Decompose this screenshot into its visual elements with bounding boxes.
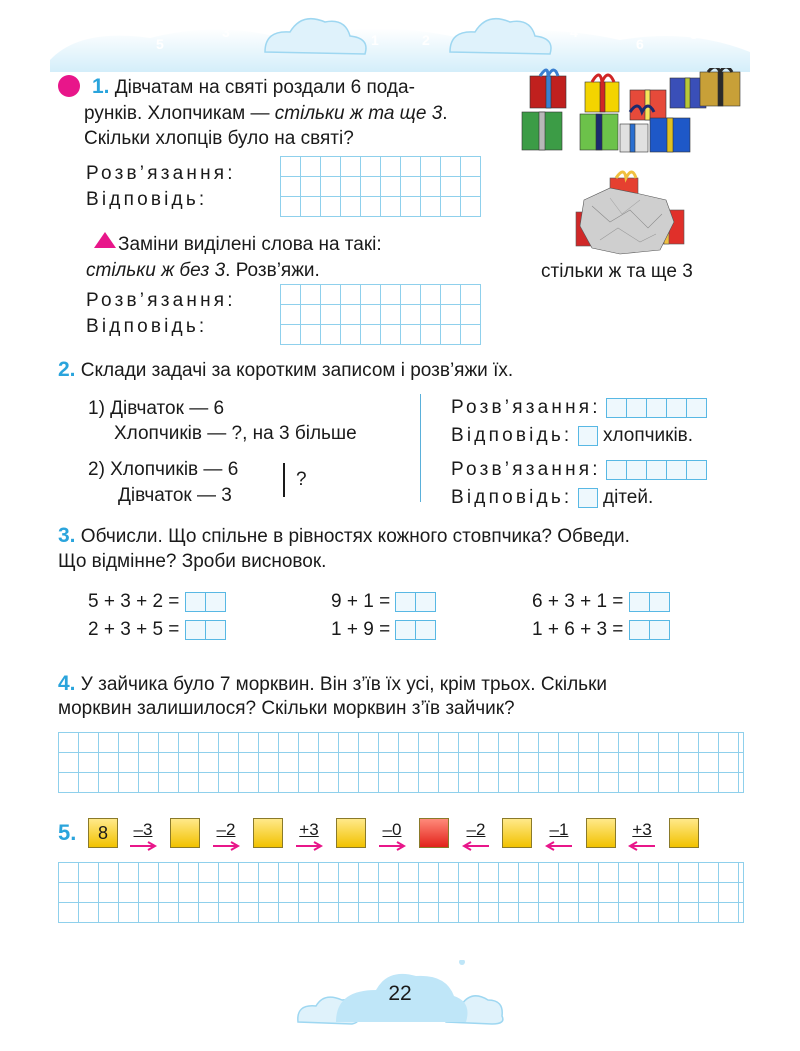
task1-line2	[84, 102, 448, 126]
operation-label: –3	[133, 820, 153, 839]
arrow-right-icon	[211, 840, 241, 852]
task1-text: .	[442, 103, 448, 124]
operation-label: –1	[549, 820, 569, 839]
task4-answer-grid[interactable]	[58, 732, 744, 793]
header-digit: 6	[636, 36, 644, 52]
task1-sub-text: . Розв’яжи.	[225, 260, 320, 281]
result-cells[interactable]	[395, 592, 436, 612]
expression-row	[532, 590, 670, 614]
arrow-left-icon	[627, 840, 657, 852]
task4-line2: морквин залишилося? Скільки морквин з’їв зайчик?	[58, 698, 515, 719]
expression-row	[88, 618, 226, 642]
expression: 5 + 3 + 2 =	[88, 591, 180, 612]
page-number: 22	[388, 982, 412, 1005]
header-digit: 3	[222, 24, 230, 40]
arrow-right-icon	[128, 840, 158, 852]
answer-box[interactable]	[578, 488, 598, 508]
header-digit: 8	[690, 26, 698, 42]
solution-label: Розв’язання:	[451, 459, 601, 480]
task1-sub-line2	[86, 259, 320, 283]
header-digit: 4	[570, 24, 578, 40]
task3-number: 3.	[58, 524, 76, 547]
expression-row	[331, 590, 436, 614]
expression: 9 + 1 =	[331, 591, 391, 612]
task2-solution-row-1	[451, 396, 707, 420]
solution-label: Розв’язання:	[451, 397, 601, 418]
task2-answer-row-2	[451, 486, 653, 510]
task1-emphasis: стільки ж та ще 3	[274, 103, 443, 124]
arrow-left-icon	[461, 840, 491, 852]
chain-box[interactable]	[253, 818, 283, 848]
wrapped-gifts-illustration	[570, 170, 690, 255]
start-number-box: 8	[88, 818, 118, 848]
answer-unit: дітей.	[602, 487, 654, 508]
result-cells[interactable]	[185, 592, 226, 612]
task1-number: 1.	[92, 75, 110, 98]
operation-label: –0	[382, 820, 402, 839]
header-digit: 7	[106, 22, 114, 38]
gifts-illustration	[520, 68, 750, 158]
operation-label: –2	[216, 820, 236, 839]
task1-sub-answer-grid[interactable]	[280, 284, 481, 345]
header-digit: 1	[371, 32, 379, 48]
task1-text: рунків. Хлопчикам —	[84, 103, 275, 124]
task5-number: 5.	[58, 820, 77, 845]
task2-divider	[420, 394, 421, 502]
expression: 6 + 3 + 1 =	[532, 591, 624, 612]
expression-row	[532, 618, 670, 642]
task2-number: 2.	[58, 358, 76, 381]
arrow-left-icon	[544, 840, 574, 852]
task1-text: Дівчатам на святі роздали 6 пода-	[114, 77, 415, 98]
task2-header	[58, 358, 513, 383]
brace	[283, 463, 289, 497]
task2-solution-row-2	[451, 458, 707, 482]
solution-label: Розв’язання:	[86, 290, 236, 311]
task1-line1	[92, 75, 415, 100]
result-cells[interactable]	[395, 620, 436, 640]
task2-text: Склади задачі за коротким записом і розв’яжи їх.	[80, 360, 514, 381]
task2-problem2-line1: 2) Хлопчиків — 6	[88, 459, 239, 480]
chain-box[interactable]	[669, 818, 699, 848]
arrow-right-icon	[377, 840, 407, 852]
operation-label: +3	[632, 820, 652, 839]
task3-line2: Що відмінне? Зроби висновок.	[58, 551, 327, 572]
answer-label: Відповідь:	[86, 189, 208, 210]
expression-row	[88, 590, 226, 614]
task2-problem1-line2: Хлопчиків — ?, на 3 більше	[114, 423, 357, 444]
expression: 2 + 3 + 5 =	[88, 619, 180, 640]
solution-cells[interactable]	[606, 460, 707, 480]
task2-problem1-line1: 1) Дівчаток — 6	[88, 398, 225, 419]
header-digit: 0	[395, 14, 403, 30]
answer-label: Відповідь:	[451, 487, 573, 508]
arrow-right-icon	[294, 840, 324, 852]
header-digit: 2	[422, 32, 430, 48]
expression: 1 + 9 =	[331, 619, 391, 640]
task2-answer-row-1	[451, 424, 693, 448]
task1-answer-grid[interactable]	[280, 156, 481, 217]
task4-line1	[58, 672, 607, 697]
header-digits	[0, 0, 800, 75]
brace-question: ?	[296, 469, 307, 490]
chain-box[interactable]	[586, 818, 616, 848]
chain-box[interactable]	[170, 818, 200, 848]
chain-box[interactable]	[336, 818, 366, 848]
task1-sub-line1: Заміни виділені слова на такі:	[118, 234, 382, 255]
operation-label: –2	[466, 820, 486, 839]
task4-text: У зайчика було 7 морквин. Він з’їв їх усі, крім трьох. Скільки	[80, 674, 607, 695]
task5-answer-grid[interactable]	[58, 862, 744, 923]
task3-line1	[58, 524, 630, 549]
header-digit: 5	[156, 36, 164, 52]
chain-box[interactable]	[502, 818, 532, 848]
result-cells[interactable]	[185, 620, 226, 640]
highlighted-chain-box[interactable]	[419, 818, 449, 848]
answer-unit: хлопчиків.	[602, 425, 694, 446]
task2-problem2-line2: Дівчаток — 3	[118, 485, 232, 506]
answer-box[interactable]	[578, 426, 598, 446]
task1-line3: Скільки хлопців було на святі?	[84, 128, 354, 149]
bullet-circle-icon	[58, 75, 80, 97]
solution-label: Розв’язання:	[86, 163, 236, 184]
answer-label: Відповідь:	[86, 316, 208, 337]
solution-cells[interactable]	[606, 398, 707, 418]
task3-text: Обчисли. Що спільне в рівностях кожного стовпчика? Обведи.	[80, 526, 630, 547]
result-cells[interactable]	[629, 620, 670, 640]
task4-number: 4.	[58, 672, 76, 695]
expression: 1 + 6 + 3 =	[532, 619, 624, 640]
gift-caption: стільки ж та ще 3	[541, 261, 693, 282]
operation-label: +3	[299, 820, 319, 839]
task1-sub-emphasis: стільки ж без 3	[86, 260, 226, 281]
expression-row	[331, 618, 436, 642]
triangle-icon	[94, 232, 116, 248]
result-cells[interactable]	[629, 592, 670, 612]
answer-label: Відповідь:	[451, 425, 573, 446]
